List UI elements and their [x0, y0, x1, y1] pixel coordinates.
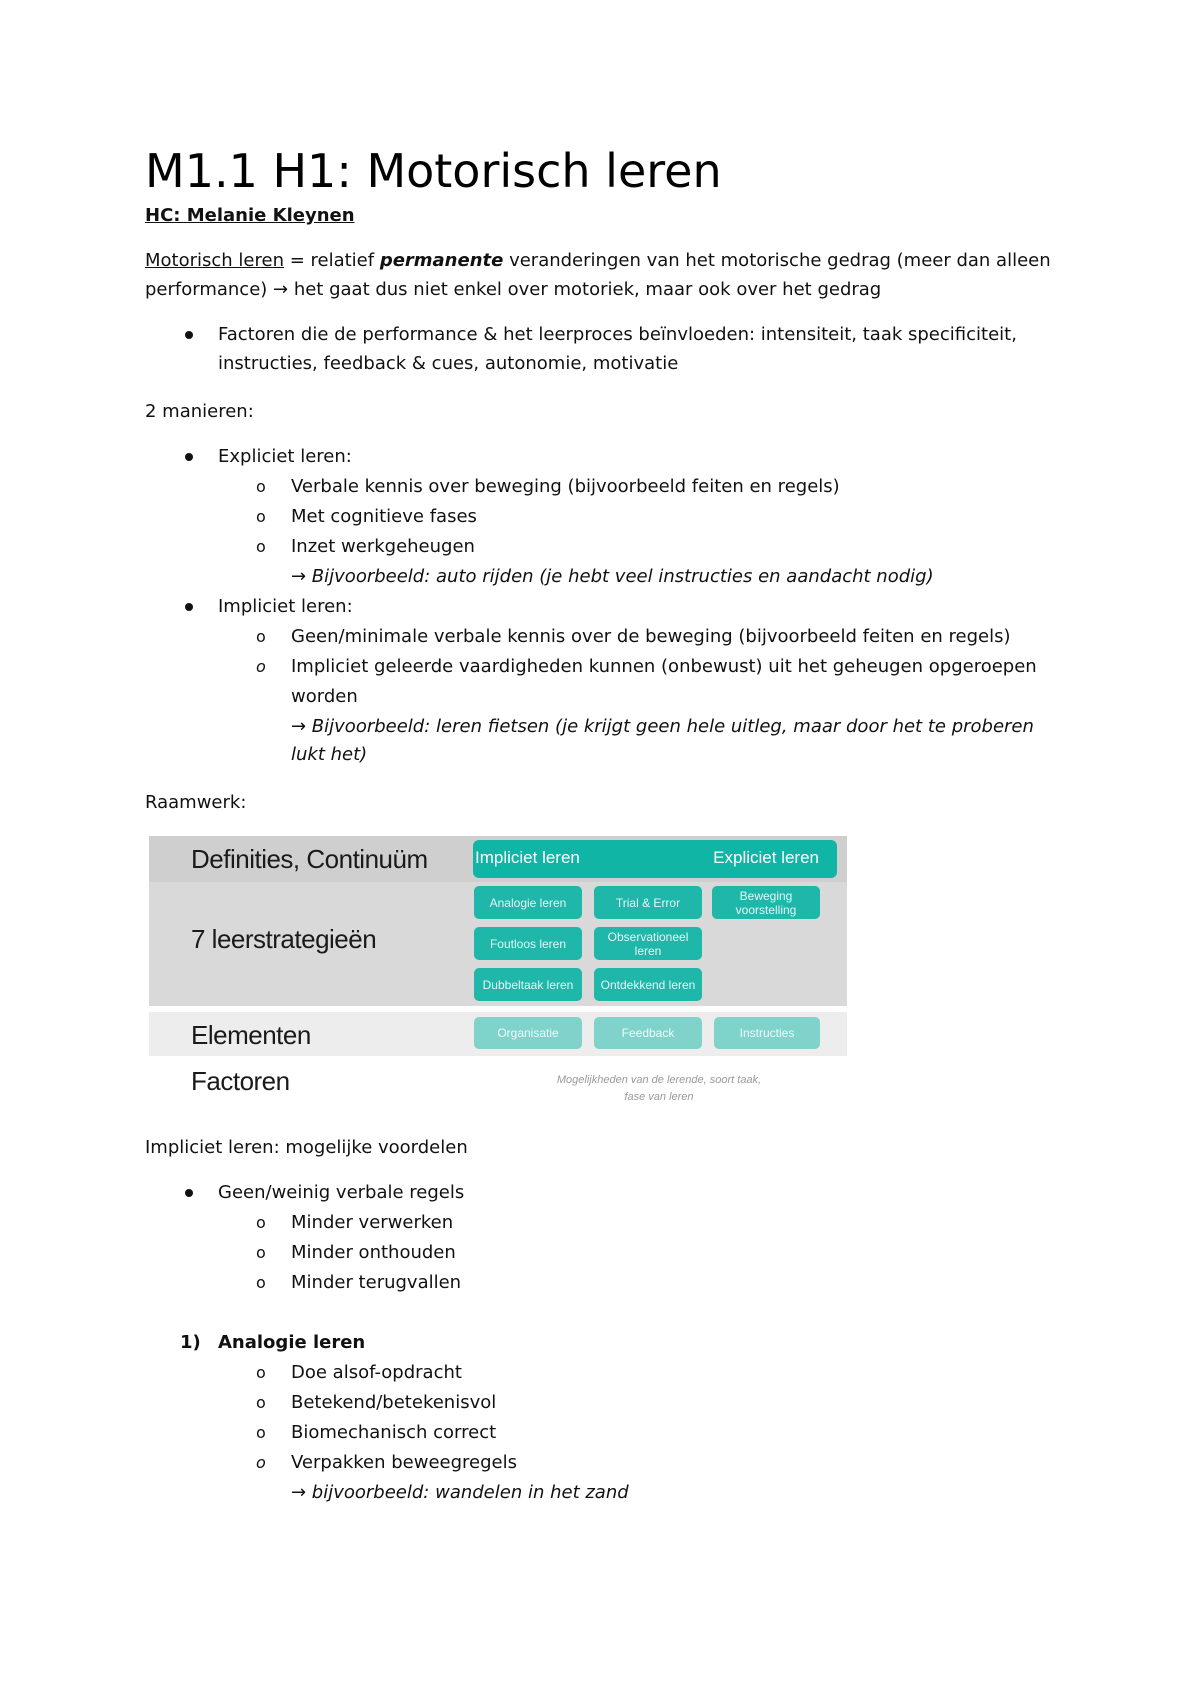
- definition-part-2: veranderingen van het motorische gedrag (meer dan alleen: [503, 250, 1051, 271]
- factor-note-line-2: fase van leren: [624, 1091, 694, 1103]
- circle-bullet-icon: o: [256, 1243, 266, 1262]
- definition-line-2: performance) → het gaat dus niet enkel over motoriek, maar ook over het gedrag: [145, 279, 882, 300]
- definition-part-1: = relatief: [283, 250, 380, 271]
- explicit-example: → Bijvoorbeeld: auto rijden (je hebt veel instructies en aandacht nodig): [291, 566, 934, 587]
- circle-bullet-icon: o: [256, 537, 266, 556]
- framework-heading: Raamwerk:: [145, 792, 247, 813]
- diagram-row-label: Factoren: [191, 1066, 290, 1096]
- bullet-icon: [185, 453, 193, 461]
- strategy-pill: Trial & Error: [594, 886, 702, 919]
- continuum-explicit-label: Expliciet leren: [713, 848, 819, 867]
- strategy-pill: Foutloos leren: [474, 927, 582, 960]
- bullet-icon: [185, 1189, 193, 1197]
- analogy-item: Betekend/betekenisvol: [291, 1392, 497, 1413]
- implicit-item-continued: worden: [291, 686, 358, 707]
- page-title: M1.1 H1: Motorisch leren: [145, 144, 722, 198]
- diagram-row-label: Elementen: [191, 1020, 311, 1050]
- advantage-item: Minder terugvallen: [291, 1272, 462, 1293]
- strategy-pill: Beweging voorstelling: [712, 886, 820, 919]
- circle-bullet-icon: o: [256, 657, 266, 676]
- bullet-icon: [185, 603, 193, 611]
- implicit-label: Impliciet leren:: [218, 596, 353, 617]
- explicit-item: Inzet werkgeheugen: [291, 536, 475, 557]
- element-pill: Instructies: [714, 1017, 820, 1049]
- element-pill: Feedback: [594, 1017, 702, 1049]
- explicit-item: Verbale kennis over beweging (bijvoorbeeld feiten en regels): [291, 476, 840, 497]
- circle-bullet-icon: o: [256, 477, 266, 496]
- continuum-implicit-label: Impliciet leren: [475, 848, 580, 867]
- advantages-bullet: Geen/weinig verbale regels: [218, 1182, 465, 1203]
- strategy-pill: Observationeel leren: [594, 927, 702, 960]
- circle-bullet-icon: o: [256, 1213, 266, 1232]
- implicit-item: Geen/minimale verbale kennis over de beweging (bijvoorbeeld feiten en regels): [291, 626, 1011, 647]
- strategy-pill: Ontdekkend leren: [594, 968, 702, 1001]
- explicit-label: Expliciet leren:: [218, 446, 352, 467]
- advantage-item: Minder onthouden: [291, 1242, 456, 1263]
- factor-note: [509, 1072, 809, 1106]
- definition-emphasis: permanente: [379, 250, 504, 271]
- circle-bullet-icon: o: [256, 1273, 266, 1292]
- circle-bullet-icon: o: [256, 1363, 266, 1382]
- analogy-item: Biomechanisch correct: [291, 1422, 497, 1443]
- analogy-item: Doe alsof-opdracht: [291, 1362, 462, 1383]
- strategy-pill: Dubbeltaak leren: [474, 968, 582, 1001]
- circle-bullet-icon: o: [256, 627, 266, 646]
- explicit-item: Met cognitieve fases: [291, 506, 477, 527]
- factors-line-1: Factoren die de performance & het leerproces beïnvloeden: intensiteit, taak specificiteit,: [218, 324, 1017, 345]
- circle-bullet-icon: o: [256, 1423, 266, 1442]
- implicit-example-continued: lukt het): [291, 744, 368, 765]
- advantages-heading: Impliciet leren: mogelijke voordelen: [145, 1137, 468, 1158]
- diagram-row-label: Definities, Continuüm: [191, 844, 428, 874]
- analogy-heading: Analogie leren: [218, 1332, 366, 1353]
- factor-note-line-1: Mogelijkheden van de lerende, soort taak,: [556, 1074, 762, 1086]
- circle-bullet-icon: o: [256, 507, 266, 526]
- section-number: 1): [180, 1332, 201, 1353]
- definition-term: Motorisch leren: [145, 250, 284, 271]
- analogy-item: Verpakken beweegregels: [291, 1452, 518, 1473]
- ways-heading: 2 manieren:: [145, 401, 254, 422]
- lecturer-heading: HC: Melanie Kleynen: [145, 205, 355, 226]
- definition-line-1: [145, 249, 1051, 273]
- diagram-row-label: 7 leerstrategieën: [191, 924, 377, 954]
- strategy-pill: Analogie leren: [474, 886, 582, 919]
- circle-bullet-icon: o: [256, 1453, 266, 1472]
- analogy-example: → bijvoorbeeld: wandelen in het zand: [291, 1482, 629, 1503]
- bullet-icon: [185, 331, 193, 339]
- implicit-example: → Bijvoorbeeld: leren fietsen (je krijgt geen hele uitleg, maar door het te proberen: [291, 716, 1034, 737]
- factors-line-2: instructies, feedback & cues, autonomie, motivatie: [218, 353, 679, 374]
- element-pill: Organisatie: [474, 1017, 582, 1049]
- implicit-item: Impliciet geleerde vaardigheden kunnen (onbewust) uit het geheugen opgeroepen: [291, 656, 1037, 677]
- advantage-item: Minder verwerken: [291, 1212, 454, 1233]
- continuum-bar: [473, 840, 837, 878]
- framework-diagram: [149, 836, 847, 1114]
- circle-bullet-icon: o: [256, 1393, 266, 1412]
